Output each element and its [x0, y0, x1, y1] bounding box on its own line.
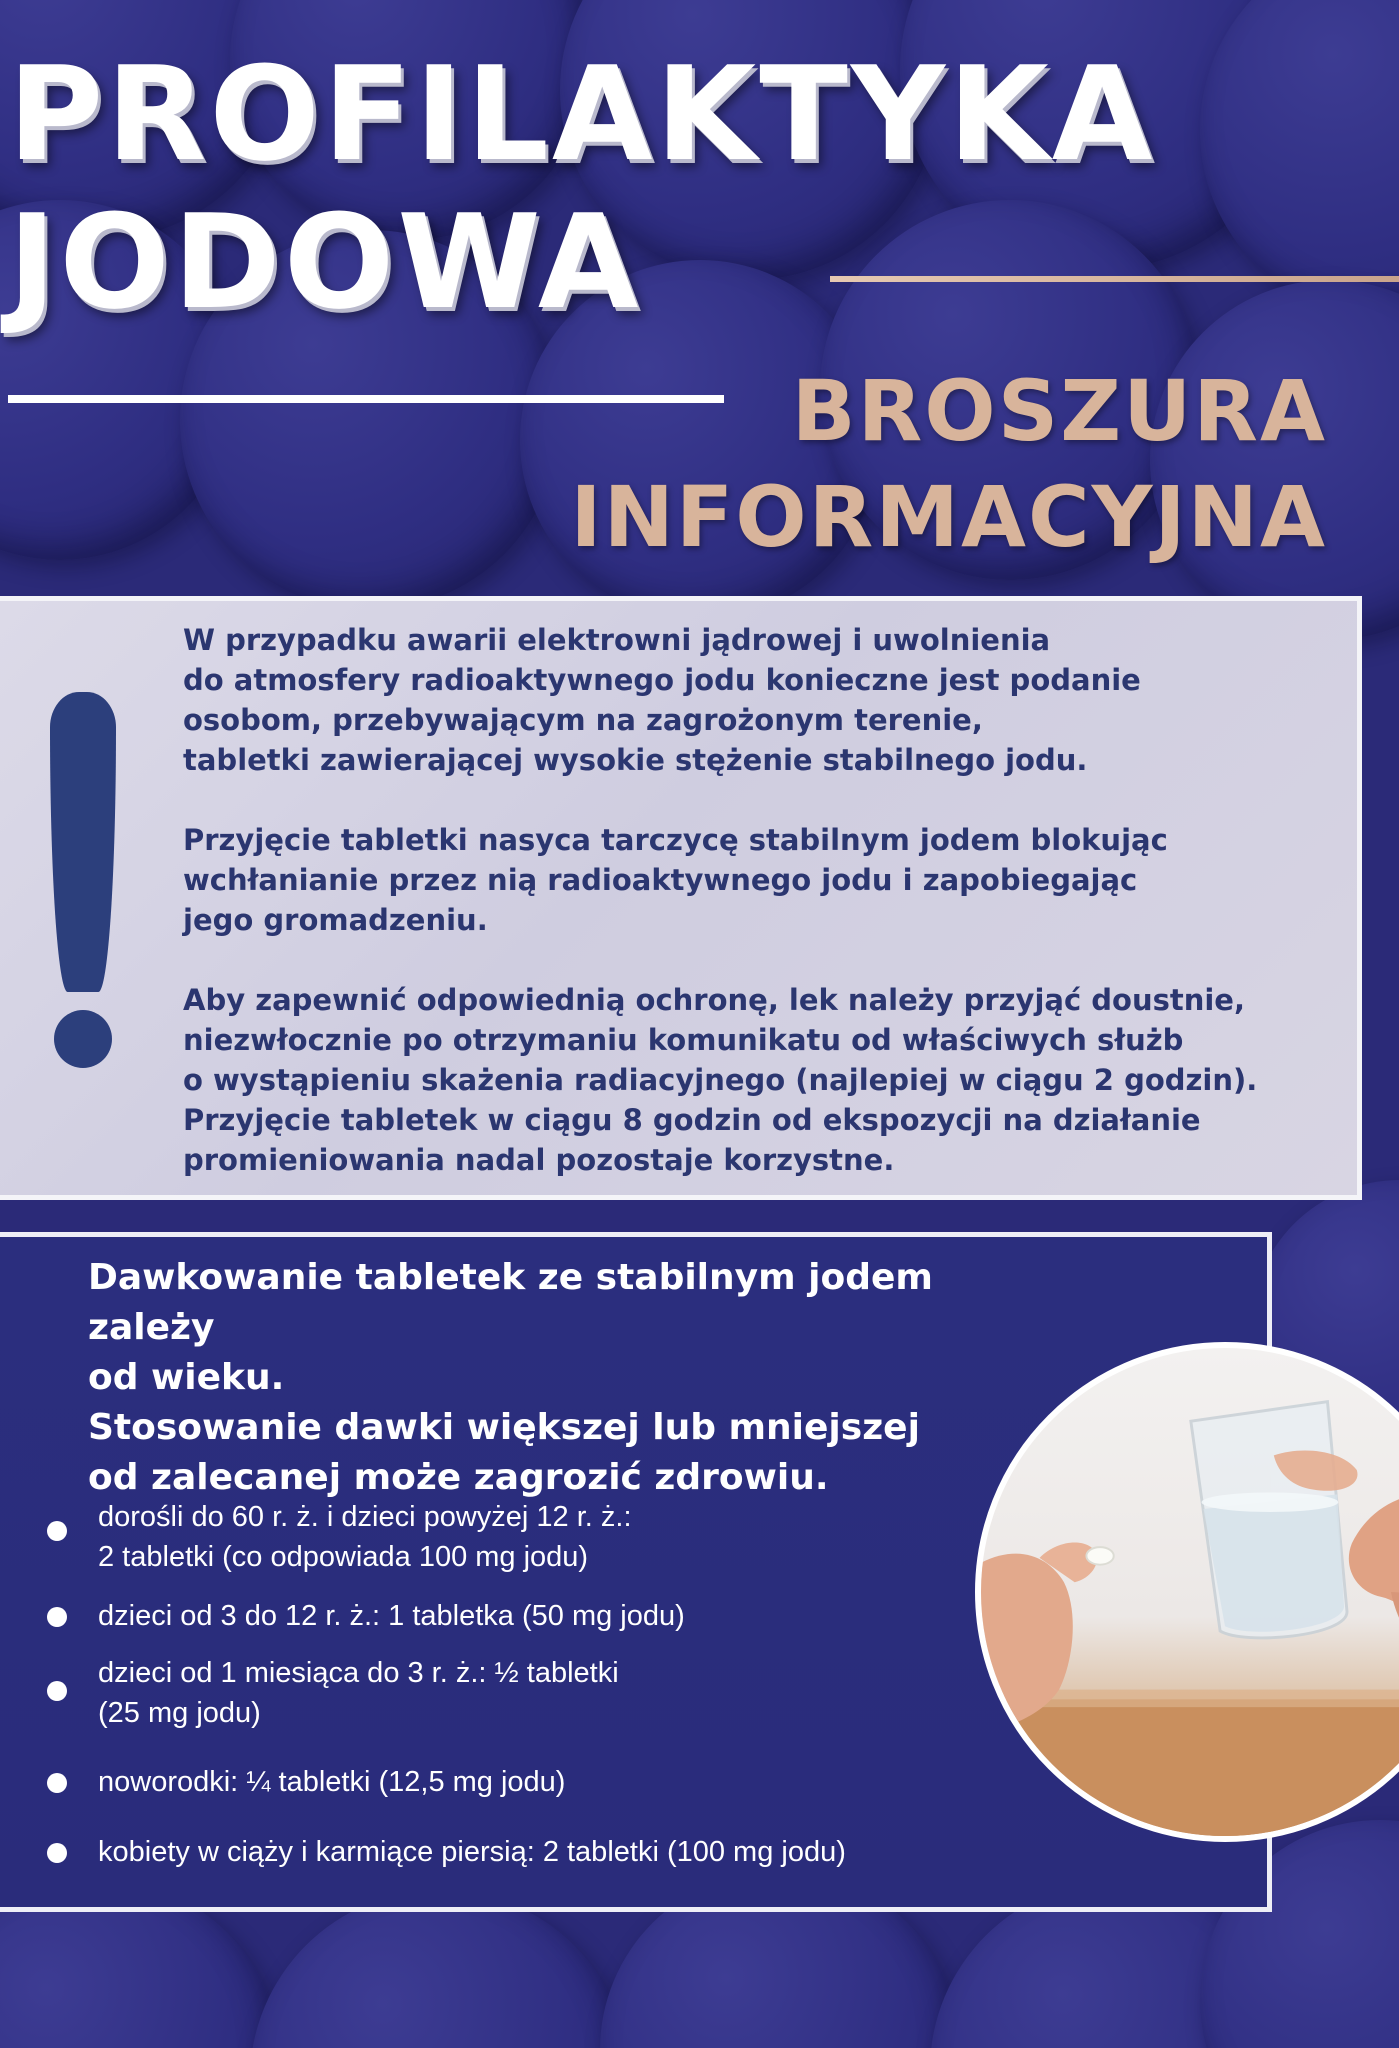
title-line-2: JODOWA [8, 186, 642, 338]
title-line-1: PROFILAKTYKA [8, 38, 1156, 190]
page-subtitle [570, 358, 1327, 570]
bullet-icon [47, 1681, 67, 1701]
gold-divider [830, 276, 1399, 282]
dosage-heading: Dawkowanie tabletek ze stabilnym jodem zależy od wieku. Stosowanie dawki większej lub mniejszej od zalecanej może zagrozić zdrowiu. [88, 1257, 933, 1498]
page-title [8, 40, 1155, 336]
info-paragraph: Aby zapewnić odpowiednią ochronę, lek należy przyjąć doustnie, niezwłocznie po otrzymaniu komunikatu od właściwych służb o wystąpieniu skażenia radiacyjnego (najlepiej w ciągu 2 godzin). Przyjęcie tabletek w ciągu 8 godzin od ekspozycji na działanie promieniowania nadal pozostaje korzystne. [183, 983, 1258, 1177]
bullet-icon [47, 1843, 67, 1863]
info-paragraph: W przypadku awarii elektrowni jądrowej i uwolnienia do atmosfery radioaktywnego jodu konieczne jest podanie osobom, przebywającym na zagrożonym terenie, tabletki zawierającej wysokie stężenie stabilnego jodu. [183, 623, 1141, 777]
bullet-icon [47, 1607, 67, 1627]
dosage-item-text: dzieci od 3 do 12 r. ż.: 1 tabletka (50 mg jodu) [98, 1600, 685, 1632]
subtitle-line-2: INFORMACYJNA [570, 468, 1327, 566]
dosage-item-text: kobiety w ciąży i karmiące piersią: 2 tabletki (100 mg jodu) [98, 1836, 846, 1868]
subtitle-line-1: BROSZURA [791, 362, 1327, 460]
info-text [183, 620, 1303, 1220]
bullet-icon [47, 1773, 67, 1793]
bullet-icon [47, 1521, 67, 1541]
dosage-item-text: dorośli do 60 r. ż. i dzieci powyżej 12 r. ż.: 2 tabletki (co odpowiada 100 mg jodu) [98, 1501, 632, 1573]
dosage-item-text: dzieci od 1 miesiąca do 3 r. ż.: ½ tabletki (25 mg jodu) [98, 1657, 619, 1729]
dosage-item-text: noworodki: ¼ tabletki (12,5 mg jodu) [98, 1766, 566, 1798]
exclamation-icon [50, 692, 116, 1072]
info-paragraph: Przyjęcie tabletki nasyca tarczycę stabilnym jodem blokując wchłanianie przez nią radioaktywnego jodu i zapobiegając jego gromadzeniu. [183, 823, 1168, 937]
